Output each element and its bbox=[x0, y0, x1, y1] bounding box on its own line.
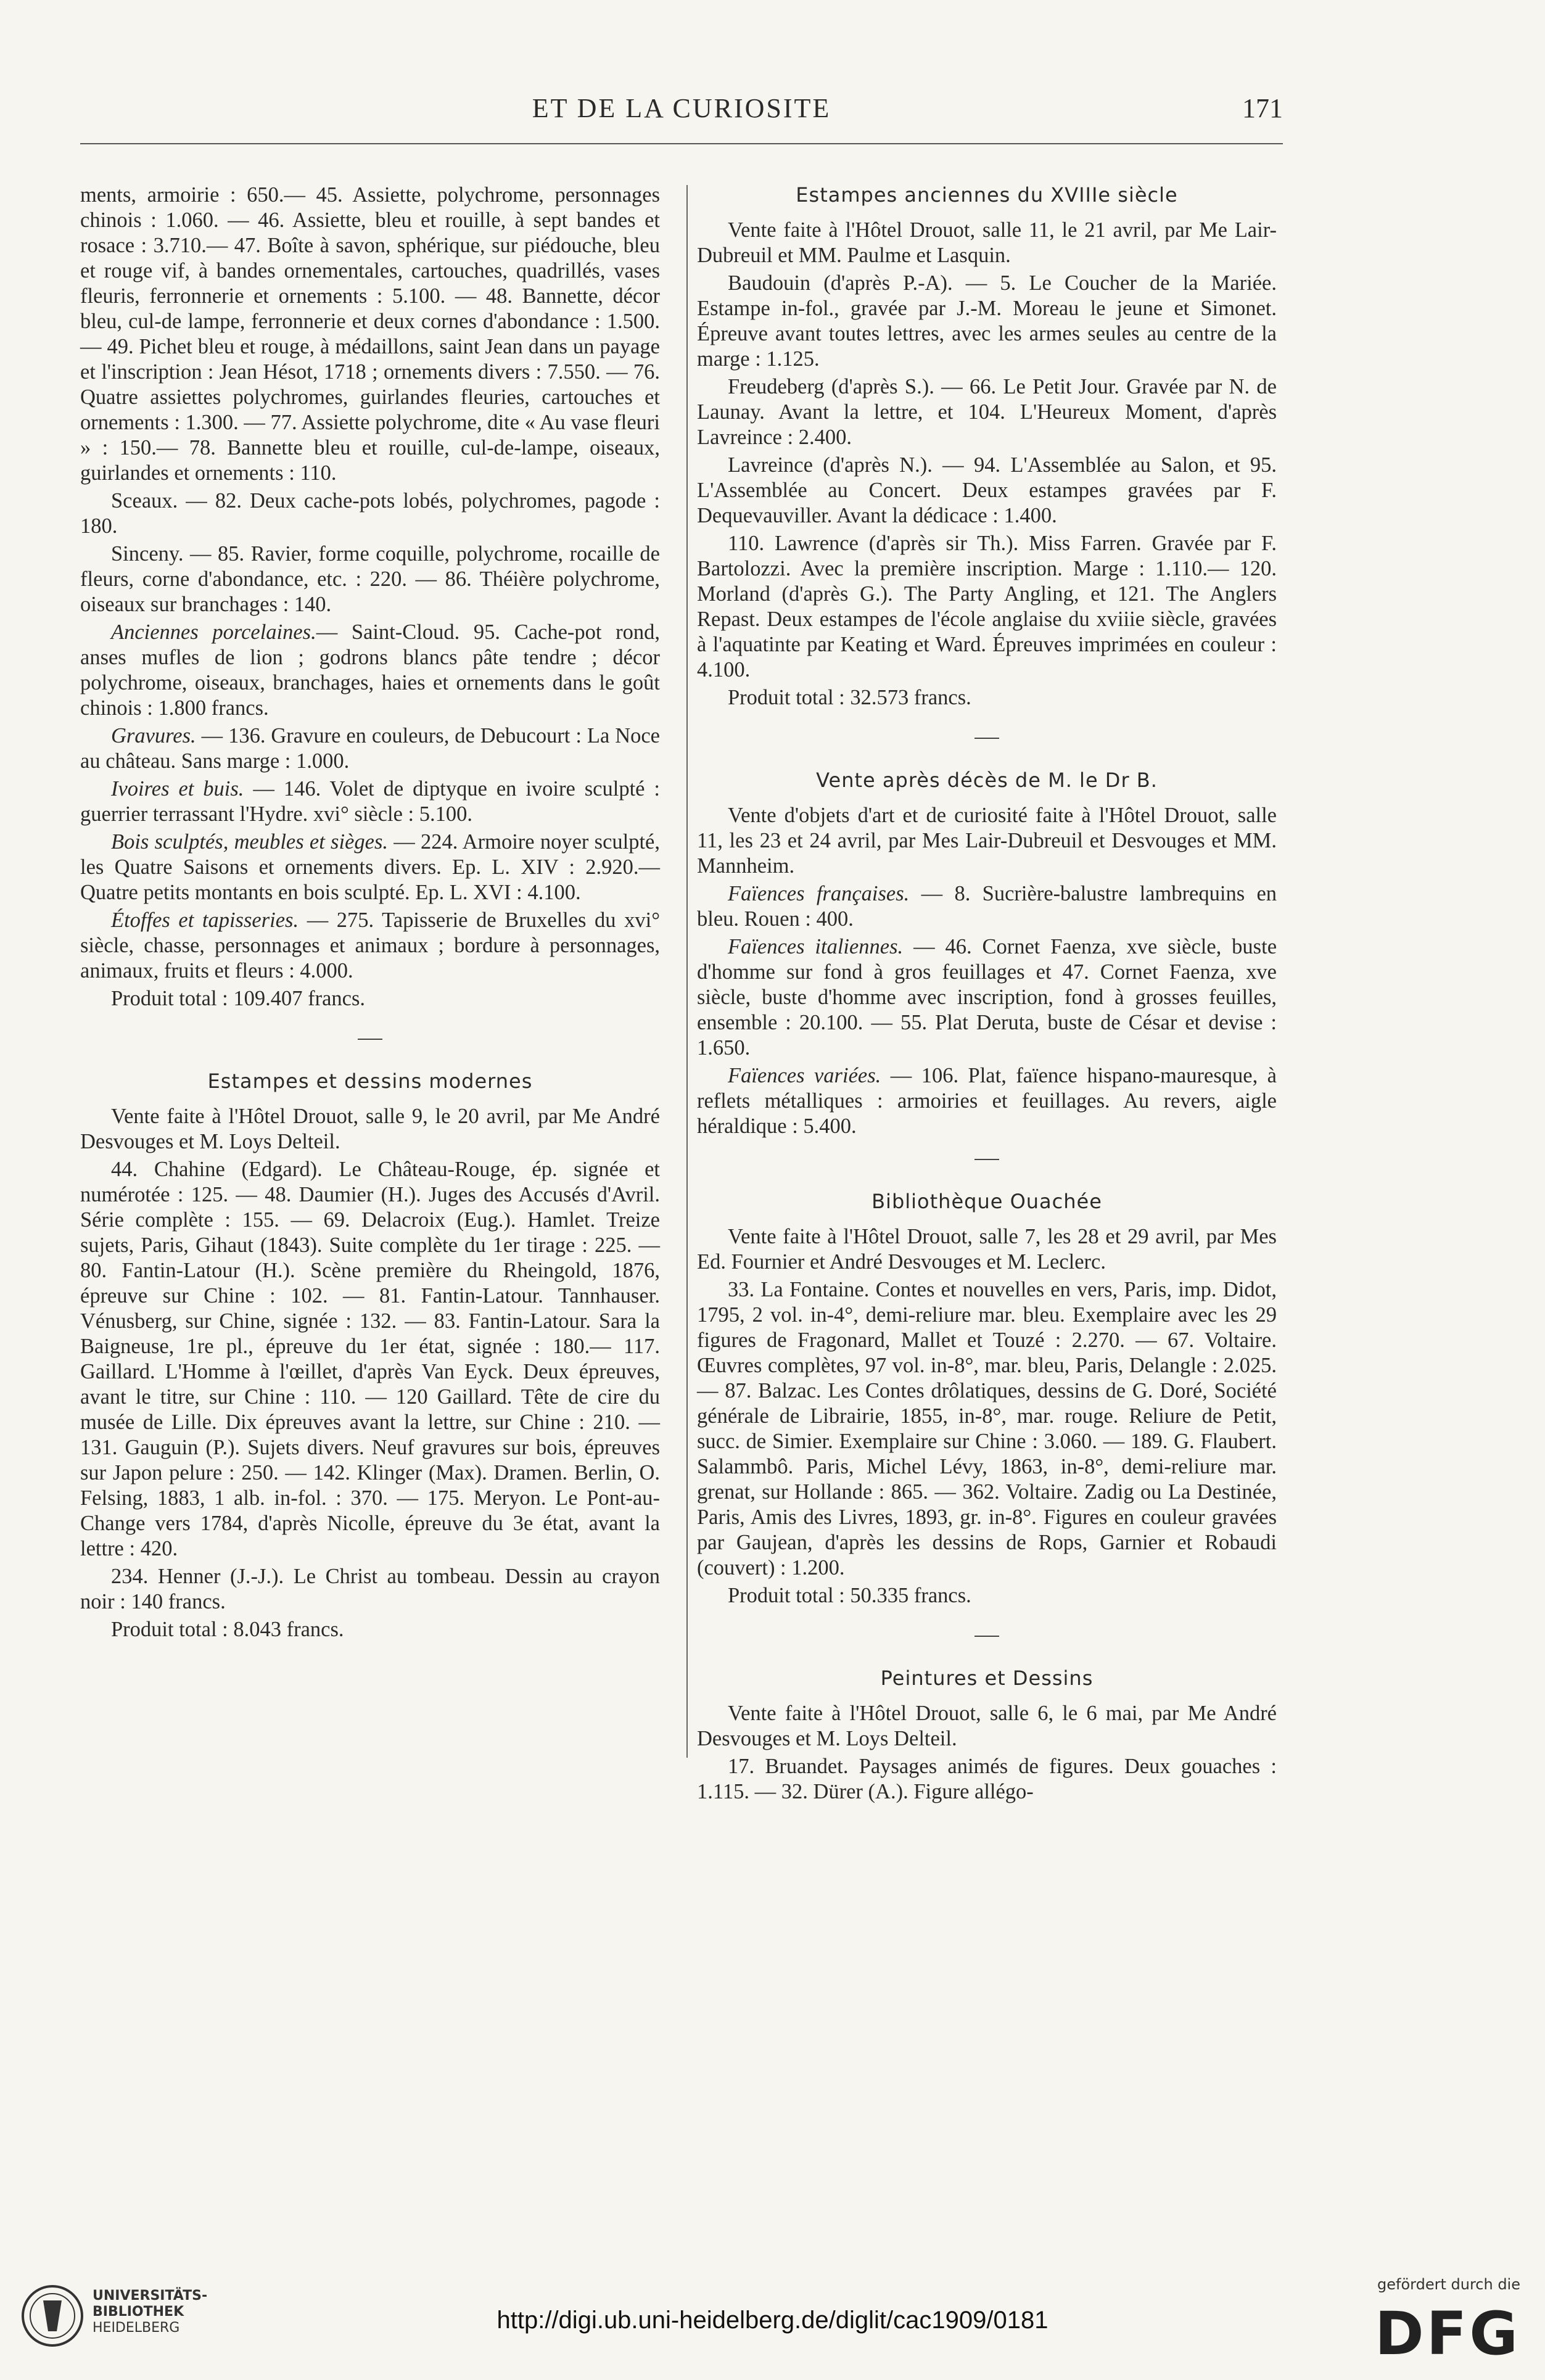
paragraph: Vente d'objets d'art et de curiosité faite à l'Hôtel Drouot, salle 11, les 23 et 24 avril, par Mes Lair-Dubreuil et Desvouges et MM. Mannheim. bbox=[697, 804, 1277, 878]
sale-total: Produit total : 50.335 francs. bbox=[728, 1584, 971, 1607]
page-number: 171 bbox=[1242, 93, 1283, 123]
permalink-url[interactable]: http://digi.ub.uni-heidelberg.de/diglit/cac1909/0181 bbox=[496, 2307, 1049, 2334]
running-title: ET DE LA CURIOSITE bbox=[532, 93, 831, 123]
section-label: Bois sculptés, meubles et sièges. bbox=[111, 830, 388, 854]
column-divider bbox=[686, 185, 688, 1758]
paragraph: Vente faite à l'Hôtel Drouot, salle 7, les 28 et 29 avril, par Mes Ed. Fournier et André Desvouges et M. Leclerc. bbox=[697, 1225, 1277, 1274]
paragraph-text: — 106. Plat, faïence hispano-mauresque, à reflets métalliques : armoiries et feuillages. Au revers, aigle héraldique : 5.400. bbox=[697, 1064, 1277, 1138]
digitization-footer bbox=[0, 2245, 1545, 2380]
section-label: Faïences variées. bbox=[728, 1064, 881, 1087]
section-separator bbox=[80, 1025, 660, 1050]
paragraph: 110. Lawrence (d'après sir Th.). Miss Farren. Gravée par F. Bartolozzi. Avec la première inscription. Marge : 1.110.— 120. Morland (d'après G.). The Party Angling, et 121. The Anglers Repast. Deux estampes de l'école anglaise du xviiie siècle, gravées à l'aquatinte par Keating et Ward. Épreuves imprimées en couleur : 4.100. bbox=[697, 532, 1277, 681]
header-rule bbox=[80, 143, 1283, 144]
paragraph bbox=[80, 908, 660, 984]
paragraph-text: — 46. Cornet Faenza, xve siècle, buste d'homme sur fond à gros feuillages et 47. Cornet Faenza, xve siècle, buste d'homme avec inscription, fond à grosses feuilles, ensemble : 20.100. — 55. Plat Deruta, buste de César et devise : 1.650. bbox=[697, 935, 1277, 1060]
section-separator bbox=[697, 1622, 1277, 1647]
paragraph: Vente faite à l'Hôtel Drouot, salle 11, le 21 avril, par Me Lair-Dubreuil et MM. Paulme et Lasquin. bbox=[697, 218, 1277, 267]
paragraph: Freudeberg (d'après S.). — 66. Le Petit Jour. Gravée par N. de Launay. Avant la lettre, et 104. L'Heureux Moment, d'après Lavreince : 2.400. bbox=[697, 375, 1277, 449]
right-column bbox=[697, 183, 1277, 1807]
paragraph: Vente faite à l'Hôtel Drouot, salle 9, le 20 avril, par Me André Desvouges et M. Loys Delteil. bbox=[80, 1105, 660, 1153]
paragraph bbox=[80, 723, 660, 774]
paragraph: 234. Henner (J.-J.). Le Christ au tombeau. Dessin au crayon noir : 140 francs. bbox=[80, 1565, 660, 1613]
section-label: Étoffes et tapisseries. bbox=[111, 908, 299, 932]
paragraph: 17. Bruandet. Paysages animés de figures. Deux gouaches : 1.115. — 32. Dürer (A.). Figure allégo- bbox=[697, 1755, 1277, 1803]
paragraph bbox=[697, 881, 1277, 932]
paragraph-text: — 8. Sucrière-balustre lambrequins en bleu. Rouen : 400. bbox=[697, 882, 1277, 931]
dfg-logo: DFG bbox=[1374, 2299, 1520, 2368]
paragraph-text: — 275. Tapisserie de Bruxelles du xvi° siècle, chasse, personnages et animaux ; bordure à personnages, animaux, fruits et fleurs : 4.000. bbox=[80, 908, 660, 982]
library-line: BIBLIOTHEK bbox=[93, 2304, 184, 2320]
section-label: Faïences françaises. bbox=[728, 882, 910, 905]
paragraph bbox=[697, 1063, 1277, 1139]
paragraph: Sinceny. — 85. Ravier, forme coquille, polychrome, rocaille de fleurs, corne d'abondance, etc. : 220. — 86. Théière polychrome, oiseaux sur branchages : 140. bbox=[80, 542, 660, 616]
paragraph bbox=[80, 620, 660, 721]
paragraph-text: — 136. Gravure en couleurs, de Debucourt : La Noce au château. Sans marge : 1.000. bbox=[80, 724, 660, 773]
section-heading: Bibliothèque Ouachée bbox=[871, 1190, 1102, 1213]
running-header bbox=[80, 93, 1283, 136]
section-heading: Estampes et dessins modernes bbox=[207, 1069, 533, 1093]
library-line: HEIDELBERG bbox=[93, 2320, 180, 2336]
paragraph-text: — 224. Armoire noyer sculpté, les Quatre Saisons et ornements divers. Ep. L. XIV : 2.920.— Quatre petits montants en bois sculpté. Ep. L. XVI : 4.100. bbox=[80, 830, 660, 904]
section-heading: Peintures et Dessins bbox=[880, 1666, 1094, 1690]
paragraph: Sceaux. — 82. Deux cache-pots lobés, polychromes, pagode : 180. bbox=[80, 489, 660, 538]
paragraph-text: — 146. Volet de diptyque en ivoire sculpté : guerrier terrassant l'Hydre. xvi° siècle : 5.100. bbox=[80, 777, 661, 826]
section-label: Ivoires et buis. bbox=[111, 777, 244, 801]
paragraph bbox=[80, 830, 660, 905]
left-column bbox=[80, 183, 660, 1656]
section-heading: Estampes anciennes du XVIIIe siècle bbox=[796, 183, 1178, 207]
paragraph: Lavreince (d'après N.). — 94. L'Assemblée au Salon, et 95. L'Assemblée au Concert. Deux estampes gravées par F. Dequevauviller. Avant la dédicace : 1.400. bbox=[697, 453, 1277, 527]
sale-total: Produit total : 8.043 francs. bbox=[111, 1618, 344, 1641]
section-separator bbox=[697, 724, 1277, 749]
funding-caption: gefördert durch die bbox=[1377, 2276, 1520, 2293]
paragraph: ments, armoirie : 650.— 45. Assiette, polychrome, personnages chinois : 1.060. — 46. Assiette, bleu et rouille, à sept bandes et rosace : 3.710.— 47. Boîte à savon, sphérique, sur piédouche, bleu et rouge vif, à bandes ornementales, cartouches, quadrillés, vases fleuris, ferronnerie et ornements : 5.100. — 48. Bannette, décor bleu, cul-de lampe, ferronnerie et deux cornes d'abondance : 1.500. — 49. Pichet bleu et rouge, à médaillons, saint Jean dans un payage et l'inscription : Jean Hésot, 1718 ; ornements divers : 7.550. — 76. Quatre assiettes polychromes, guirlandes fleuries, cartouches et ornements : 1.300. — 77. Assiette polychrome, dite « Au vase fleuri » : 150.— 78. Bannette bleu et rouille, cul-de-lampe, oiseaux, guirlandes et ornements : 110. bbox=[80, 183, 660, 485]
section-label: Gravures. bbox=[111, 724, 196, 747]
sale-total: Produit total : 109.407 francs. bbox=[111, 987, 366, 1010]
paragraph: Vente faite à l'Hôtel Drouot, salle 6, le 6 mai, par Me André Desvouges et M. Loys Delteil. bbox=[697, 1702, 1277, 1750]
section-separator bbox=[697, 1145, 1277, 1171]
paragraph: 44. Chahine (Edgard). Le Château-Rouge, ép. signée et numérotée : 125. — 48. Daumier (H.). Juges des Accusés d'Avril. Série complète : 155. — 69. Delacroix (Eug.). Hamlet. Treize sujets, Paris, Gihaut (1843). Suite complète du 1er tirage : 225. — 80. Fantin-Latour (H.). Scène première du Rheingold, 1876, épreuve sur Chine : 102. — 81. Fantin-Latour. Tannhauser. Vénusberg, sur Chine, signée : 132. — 83. Fantin-Latour. Sara la Baigneuse, 1re pl., épreuve du 1er état, signée : 180.— 117. Gaillard. L'Homme à l'œillet, d'après Van Eyck. Deux épreuves, avant le titre, sur Chine : 110. — 120 Gaillard. Tête de cire du musée de Lille. Dix épreuves avant la lettre, sur Chine : 210. — 131. Gauguin (P.). Sujets divers. Neuf gravures sur bois, épreuves sur Japon pelure : 250. — 142. Klinger (Max). Dramen. Berlin, O. Felsing, 1883, 1 alb. in-fol. : 370. — 175. Meryon. Le Pont-au-Change vers 1784, d'après Nicolle, épreuve du 3e état, avant la lettre : 420. bbox=[80, 1158, 660, 1560]
paragraph bbox=[80, 776, 660, 827]
paragraph: Baudouin (d'après P.-A). — 5. Le Coucher de la Mariée. Estampe in-fol., gravée par J.-M. Moreau le jeune et Simonet. Épreuve avant toutes lettres, avec les armes seules au centre de la marge : 1.125. bbox=[697, 271, 1277, 371]
library-line: UNIVERSITÄTS- bbox=[93, 2288, 208, 2304]
paragraph: 33. La Fontaine. Contes et nouvelles en vers, Paris, imp. Didot, 1795, 2 vol. in-4°, demi-reliure mar. bleu. Exemplaire avec les 29 figures de Fragonard, Mallet et Touzé : 2.270. — 67. Voltaire. Œuvres complètes, 97 vol. in-8°, mar. bleu, Paris, Delangle : 2.025. — 87. Balzac. Les Contes drôlatiques, dessins de G. Doré, Société générale de Librairie, 1855, in-8°, mar. rouge. Reliure de Petit, succ. de Simier. Exemplaire sur Chine : 3.060. — 189. G. Flaubert. Salammbô. Paris, Michel Lévy, 1863, in-8°, demi-reliure mar. grenat, sur Hollande : 865. — 362. Voltaire. Zadig ou La Destinée, Paris, Amis des Livres, 1893, gr. in-8°. Figures en couleur gravées par Gaujean, d'après les dessins de Rops, Garnier et Robaudi (couvert) : 1.200. bbox=[697, 1278, 1277, 1579]
section-label: Anciennes porcelaines. bbox=[111, 620, 316, 644]
section-label: Faïences italiennes. bbox=[728, 935, 904, 958]
paragraph bbox=[697, 934, 1277, 1061]
paragraph-text: — Saint-Cloud. 95. Cache-pot rond, anses mufles de lion ; godrons blancs pâte tendre ; décor polychrome, oiseaux, branchages, haies et ornements dans le goût chinois : 1.800 francs. bbox=[80, 620, 660, 720]
sale-total: Produit total : 32.573 francs. bbox=[728, 686, 971, 709]
section-heading: Vente après décès de M. le Dr B. bbox=[816, 768, 1158, 792]
